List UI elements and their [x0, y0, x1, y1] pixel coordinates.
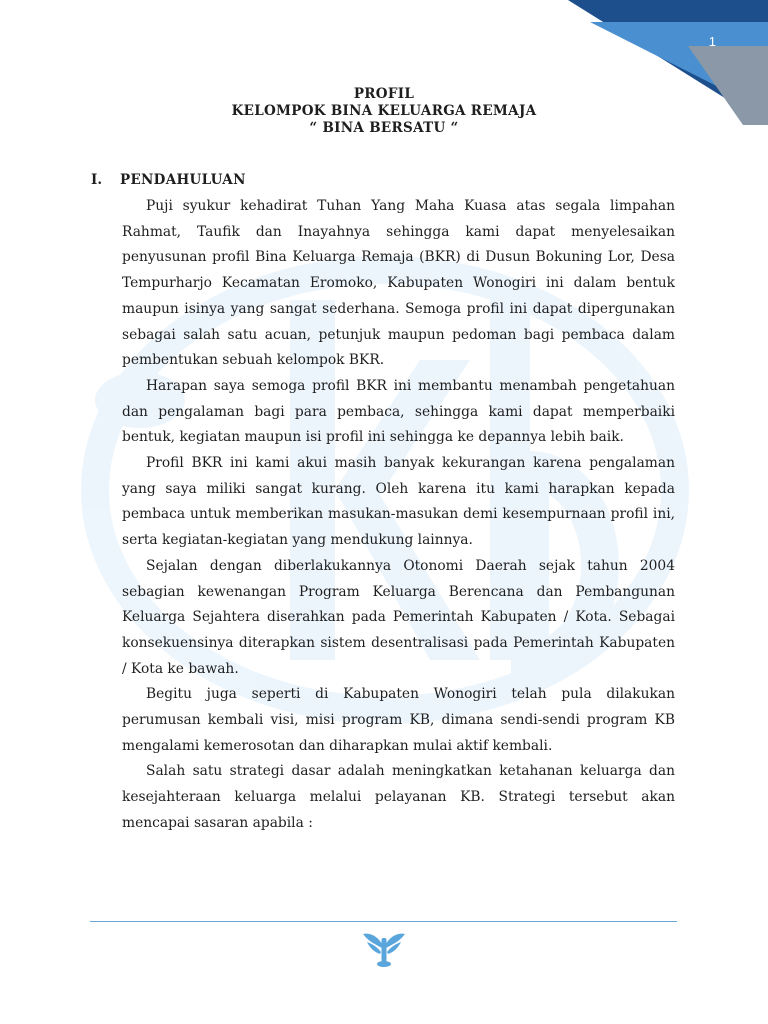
paragraph: Harapan saya semoga profil BKR ini membantu menambah pengetahuan dan pengalaman bagi para pembaca, sehingga kami dapat memperbaiki bentuk, kegiatan maupun isi profil ini sehingga ke depannya lebih baik. — [122, 377, 675, 446]
header-subtitle: KELOMPOK BINA KELUARGA REMAJA — [231, 103, 537, 119]
page-number: 1 — [708, 34, 716, 49]
header-group-name: “ BINA BERSATU “ — [309, 120, 459, 136]
paragraph: Salah satu strategi dasar adalah meningkatkan ketahanan keluarga dan kesejahteraan keluarga melalui pelayanan KB. Strategi tersebut akan mencapai sasaran apabila : — [122, 763, 675, 831]
footer-divider — [90, 921, 677, 922]
paragraph: Begitu juga seperti di Kabupaten Wonogiri telah pula dilakukan perumusan kembali visi, misi program KB, dimana sendi-sendi program KB mengalami kemerosotan dan diharapkan mulai aktif kembali. — [122, 686, 675, 754]
paragraph: Puji syukur kehadirat Tuhan Yang Maha Kuasa atas segala limpahan Rahmat, Taufik dan Inayahnya sehingga kami dapat menyelesaikan penyusunan profil Bina Keluarga Remaja (BKR) di Dusun Bokuning Lor, Desa Tempurharjo Kecamatan Eromoko, Kabupaten Wonogiri ini dalam bentuk maupun isinya yang sangat sederhana. Semoga profil ini dapat dipergunakan sebagai salah satu acuan, petunjuk maupun pedoman bagi pembaca dalam pembentukan sebuah kelompok BKR. — [122, 198, 675, 369]
paragraph: Sejalan dengan diberlakukannya Otonomi Daerah sejak tahun 2004 sebagian kewenangan Program Keluarga Berencana dan Pembangunan Keluarga Sejahtera diserahkan pada Pemerintah Kabupaten / Kota. Sebagai konsekuensinya diterapkan sistem desentralisasi pada Pemerintah Kabupaten / Kota ke bawah. — [122, 557, 675, 677]
paragraph: Profil BKR ini kami akui masih banyak kekurangan karena pengalaman yang saya miliki sangat kurang. Oleh karena itu kami harapkan kepada pembaca untuk memberikan masukan-masukan demi kesempurnaan profil ini, serta kegiatan-kegiatan yang mendukung lainnya. — [122, 455, 675, 549]
document-header — [0, 86, 768, 137]
section-number: I. — [91, 172, 103, 188]
body-text — [122, 194, 675, 837]
header-title: PROFIL — [353, 86, 415, 102]
section-title: PENDAHULUAN — [120, 172, 246, 188]
kb-emblem-icon — [361, 930, 407, 968]
